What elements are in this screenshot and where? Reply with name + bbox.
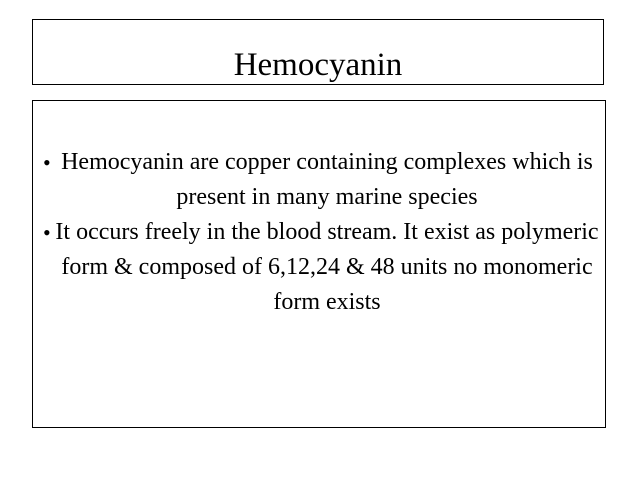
bullet-text: Hemocyanin are copper containing complexes which is present in many marine species — [61, 149, 593, 210]
bullet-list — [43, 145, 599, 320]
bullet-icon: • — [43, 220, 51, 245]
bullet-text: It occurs freely in the blood stream. It exist as polymeric form & composed of 6,12,24 & 48 units no monomeric form exists — [55, 219, 599, 315]
slide-title: Hemocyanin — [233, 47, 403, 83]
bullet-icon: • — [43, 150, 51, 175]
title-box — [32, 19, 604, 85]
bullet-item — [43, 145, 599, 215]
content-box — [32, 100, 606, 428]
bullet-item — [43, 215, 599, 320]
